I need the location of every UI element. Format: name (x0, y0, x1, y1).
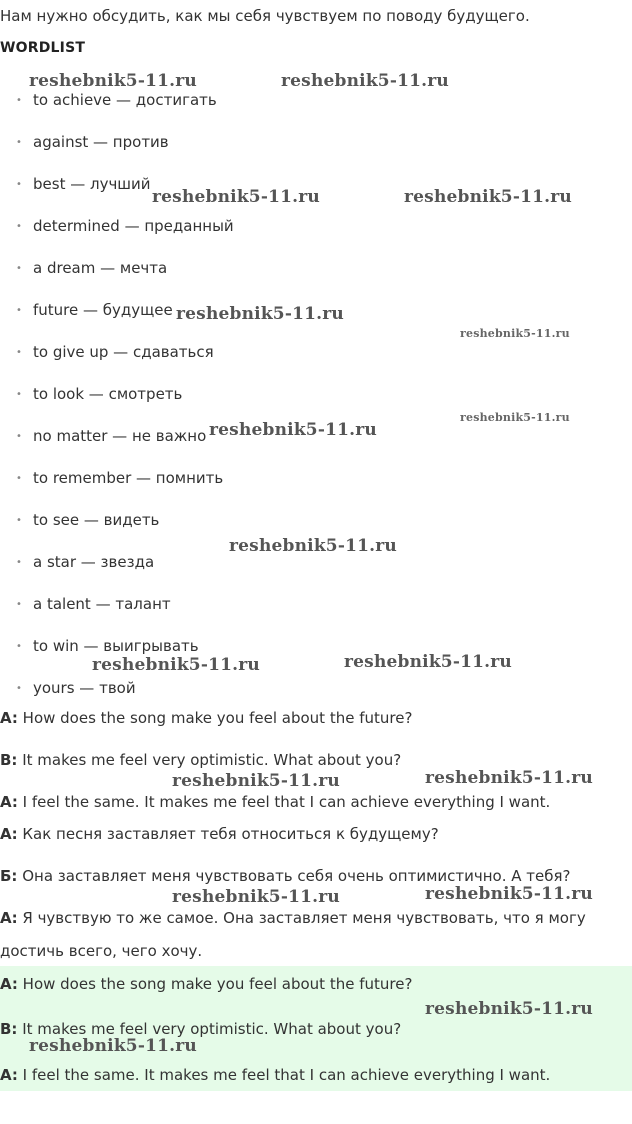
dialogue-text: How does the song make you feel about the future? (17, 975, 413, 993)
list-bullet: • (16, 179, 22, 190)
dialogue-text: It makes me feel very optimistic. What about you? (17, 1020, 402, 1038)
wordlist-item: to remember — помнить (33, 469, 224, 487)
speaker-label: А: (0, 909, 18, 927)
wordlist-item: to give up — сдаваться (33, 343, 214, 361)
wordlist-item: to look — смотреть (33, 385, 183, 403)
watermark: reshebnik5-11.ru (229, 536, 397, 556)
wordlist-item: best — лучший (33, 175, 151, 193)
wordlist-item: a talent — талант (33, 595, 171, 613)
wordlist-heading: WORDLIST (0, 40, 86, 56)
wordlist-item: future — будущее (33, 301, 173, 319)
list-bullet: • (16, 641, 22, 652)
wordlist-item: determined — преданный (33, 217, 234, 235)
speaker-label: A: (0, 793, 18, 811)
speaker-label: A: (0, 1066, 18, 1084)
list-bullet: • (16, 347, 22, 358)
watermark: reshebnik5-11.ru (281, 71, 449, 91)
wordlist-item: a dream — мечта (33, 259, 168, 277)
speaker-label: A: (0, 709, 18, 727)
dialogue-line (0, 709, 412, 727)
intro-text: Нам нужно обсудить, как мы себя чувствуем по поводу будущего. (0, 7, 530, 25)
list-bullet: • (16, 683, 22, 694)
dialogue-text: Как песня заставляет тебя относиться к будущему? (17, 825, 439, 843)
watermark: reshebnik5-11.ru (209, 420, 377, 440)
speaker-label: B: (0, 751, 18, 769)
speaker-label: Б: (0, 867, 18, 885)
list-bullet: • (16, 557, 22, 568)
watermark: reshebnik5-11.ru (425, 884, 593, 904)
watermark: reshebnik5-11.ru (425, 999, 593, 1019)
dialogue-text: Она заставляет меня чувствовать себя очень оптимистично. А тебя? (17, 867, 571, 885)
watermark: reshebnik5-11.ru (172, 887, 340, 907)
wordlist-item: to win — выигрывать (33, 637, 199, 655)
dialogue-line (0, 1066, 550, 1084)
dialogue-text: Я чувствую то же самое. Она заставляет меня чувствовать, что я могу (17, 909, 586, 927)
list-bullet: • (16, 515, 22, 526)
dialogue-text: It makes me feel very optimistic. What about you? (17, 751, 402, 769)
watermark: reshebnik5-11.ru (29, 1036, 197, 1056)
dialogue-text: I feel the same. It makes me feel that I can achieve everything I want. (17, 793, 551, 811)
list-bullet: • (16, 599, 22, 610)
wordlist-item: against — против (33, 133, 169, 151)
list-bullet: • (16, 137, 22, 148)
dialogue-text: How does the song make you feel about the future? (17, 709, 413, 727)
dialogue-text: достичь всего, чего хочу. (0, 942, 203, 960)
dialogue-line (0, 793, 550, 811)
wordlist-item: to achieve — достигать (33, 91, 217, 109)
dialogue-line (0, 751, 401, 769)
list-bullet: • (16, 263, 22, 274)
list-bullet: • (16, 389, 22, 400)
watermark: reshebnik5-11.ru (172, 771, 340, 791)
list-bullet: • (16, 431, 22, 442)
watermark: reshebnik5-11.ru (176, 304, 344, 324)
list-bullet: • (16, 473, 22, 484)
watermark: reshebnik5-11.ru (29, 71, 197, 91)
wordlist-item: to see — видеть (33, 511, 160, 529)
wordlist-item: yours — твой (33, 679, 136, 697)
dialogue-line (0, 867, 571, 885)
speaker-label: B: (0, 1020, 18, 1038)
dialogue-line (0, 975, 412, 993)
dialogue-line (0, 909, 586, 927)
wordlist-item: a star — звезда (33, 553, 155, 571)
watermark: reshebnik5-11.ru (425, 768, 593, 788)
speaker-label: A: (0, 975, 18, 993)
dialogue-line (0, 942, 202, 960)
watermark: reshebnik5-11.ru (152, 187, 320, 207)
list-bullet: • (16, 95, 22, 106)
watermark: reshebnik5-11.ru (460, 411, 570, 424)
dialogue-line (0, 825, 439, 843)
watermark: reshebnik5-11.ru (460, 327, 570, 340)
list-bullet: • (16, 305, 22, 316)
dialogue-text: I feel the same. It makes me feel that I can achieve everything I want. (17, 1066, 551, 1084)
wordlist-item: no matter — не важно (33, 427, 207, 445)
watermark: reshebnik5-11.ru (92, 655, 260, 675)
watermark: reshebnik5-11.ru (404, 187, 572, 207)
list-bullet: • (16, 221, 22, 232)
speaker-label: А: (0, 825, 18, 843)
watermark: reshebnik5-11.ru (344, 652, 512, 672)
